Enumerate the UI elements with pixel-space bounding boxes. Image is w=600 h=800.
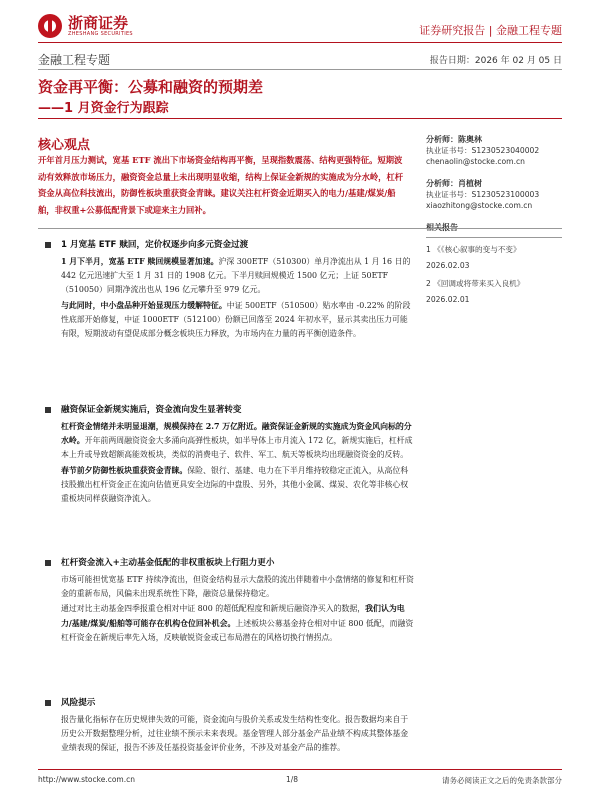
subheader-divider — [38, 69, 562, 70]
core-view-text: 开年首月压力测试，宽基 ETF 流出下市场资金结构再平衡，呈现指数震荡、结构更强特征。短期波动有效释放市场压力，融资资金总量上未出现明显收缩，结构上保证金新规的实施成为分水岭，杠杆资金从高位科技流出，防御性板块重获资金青睐。建议关注杠杆资金近期买入的电力/基建/煤炭/船舶，非权重+公募低配背景下或迎来主力回补。 — [38, 155, 404, 215]
core-view-heading: 核心观点 — [38, 138, 91, 153]
report-title: 资金再平衡：公募和融资的预期差 — [38, 78, 264, 96]
paragraph — [45, 602, 415, 645]
section-etf — [45, 238, 415, 342]
related-report-date: 2026.02.01 — [426, 295, 470, 304]
report-category: 证券研究报告 | 金融工程专题 — [419, 24, 562, 37]
report-subtitle: ——1 月资金行为跟踪 — [38, 101, 169, 116]
analyst-card — [426, 134, 600, 167]
analyst-email[interactable]: xiaozhitong@stocke.com.cn — [426, 201, 533, 210]
section-tag: 金融工程专题 — [38, 53, 111, 67]
related-report-link[interactable]: 1 《《核心叙事的变与不变》 — [426, 245, 521, 254]
paragraph-emphasis: 我们认为电力/基建/煤炭/船舶等可能存在机构仓位回补机会。 — [61, 604, 405, 628]
paragraph-text: 保险、银行、基建、电力在下半月维持较稳定正流入，从高位科技股撤出杠杆资金正在流向估值更具安全边际的中盘股、另外，其他小金属、煤炭、农化等非核心权重板块同样获融资净流入。 — [61, 465, 409, 504]
footer-divider — [38, 769, 562, 770]
analyst-sidebar — [426, 134, 600, 312]
paragraph — [45, 464, 415, 507]
page-number: 1/8 — [286, 775, 299, 784]
related-report-link[interactable]: 2 《回调或将带来买入良机》 — [426, 279, 525, 288]
section-leverage — [45, 556, 415, 646]
paragraph — [45, 255, 415, 298]
logo-name-cn: 浙商证券 — [68, 14, 129, 32]
analyst-cert: 执业证书号：S1230523100003 — [426, 190, 540, 199]
paragraph-lead: 杠杆资金情绪并未明显退潮，规模保持在 2.7 万亿附近。融资保证金新规的实施成为资金风向标的分水岭。 — [61, 422, 412, 446]
related-reports-heading: 相关报告 — [426, 223, 458, 232]
section-heading: 1 月宽基 ETF 赎回，定价权逐步向多元资金过渡 — [45, 238, 415, 252]
paragraph-lead: 春节前夕防御性板块重获资金青睐。 — [61, 465, 188, 475]
report-date: 报告日期：2026 年 02 月 05 日 — [429, 56, 562, 66]
paragraph — [45, 573, 415, 601]
paragraph-text: 沪深 300ETF（510300）单月净流出从 1 月 16 日的 442 亿元迅速扩大至 1 月 31 日的 1908 亿元。下半月赎回规模近 1500 亿元；上证 50ETF（510050）同期净流出也从 196 亿元攀升至 979 亿元。 — [61, 257, 411, 295]
paragraph-lead: 1 月下半月，宽基 ETF 赎回规模显著加速。 — [61, 257, 219, 266]
paragraph-text: 报告量化指标存在历史规律失效的可能，资金流向与股价关系或发生结构性变化。报告数据均来自于历史公开数据整理分析，过往业绩不预示未来表现。基金管理人部分基金产品业绩不构成其整体基金业绩表现的保证，报告不涉及任基投资基金评价业务，不涉及对基金产品的推荐。 — [61, 715, 409, 753]
analyst-card — [426, 178, 600, 211]
core-divider — [38, 228, 562, 229]
title-divider — [38, 118, 562, 119]
paragraph-text: 市场可能担忧宽基 ETF 持续净流出，但资金结构显示大盘股的流出伴随着中小盘情绪的修复和杠杆资金的重新布局，风偏未出现系统性下降，融资总量保持稳定。 — [61, 575, 414, 599]
related-report-date: 2026.02.03 — [426, 261, 470, 270]
company-logo — [38, 14, 133, 38]
analyst-name: 分析师：陈奥林 — [426, 135, 482, 144]
disclaimer-note: 请务必阅读正文之后的免责条款部分 — [442, 776, 562, 785]
paragraph-text: 通过对比主动基金四季报重仓相对中证 800 的超低配程度和新规后融资净买入的数据， — [61, 604, 366, 614]
analyst-email[interactable]: chenaolin@stocke.com.cn — [426, 157, 525, 166]
footer-url[interactable]: http://www.stocke.com.cn — [38, 775, 135, 784]
paragraph — [45, 299, 415, 342]
related-divider — [426, 237, 562, 238]
section-heading: 杠杆资金流入+主动基金低配的非权重板块上行阻力更小 — [45, 556, 415, 570]
analyst-cert: 执业证书号：S1230523040002 — [426, 146, 540, 155]
section-heading: 风险提示 — [45, 696, 415, 710]
paragraph — [45, 713, 415, 756]
paragraph-lead: 与此同时，中小盘品种开始显现压力缓解特征。 — [61, 300, 227, 310]
header-divider — [38, 42, 562, 43]
paragraph — [45, 420, 415, 463]
logo-icon — [38, 14, 62, 38]
section-margin — [45, 403, 415, 507]
section-risk — [45, 696, 415, 757]
paragraph-text: 上述板块公募基金持仓相对中证 800 低配，而融资杠杆资金在新规后率先入场，反映敏锐资金或已布局潜在的风格切换行情拐点。 — [61, 618, 414, 642]
analyst-name: 分析师：肖植树 — [426, 179, 482, 188]
paragraph-text: 开年前两周融资资金大多涌向高弹性板块，如半导体上市月流入 172 亿，新规实施后，杠杆成本上升或导致超额高能效板块，类似的消费电子、软件、军工、航天等板块均出现融资资金的反转。 — [61, 436, 413, 460]
section-heading: 融资保证金新规实施后，资金流向发生显著转变 — [45, 403, 415, 417]
paragraph-text: 中证 500ETF（510500）贴水率由 -0.22% 的阶段性底部开始修复，中证 1000ETF（512100）份额已回落至 2024 年初水平，显示其卖出压力可能有限，短期波动有望促成部分概念板块压力释放，为市场内在力量的再平衡创造条件。 — [61, 300, 411, 339]
logo-name-en: ZHESHANG SECURITIES — [68, 31, 133, 37]
